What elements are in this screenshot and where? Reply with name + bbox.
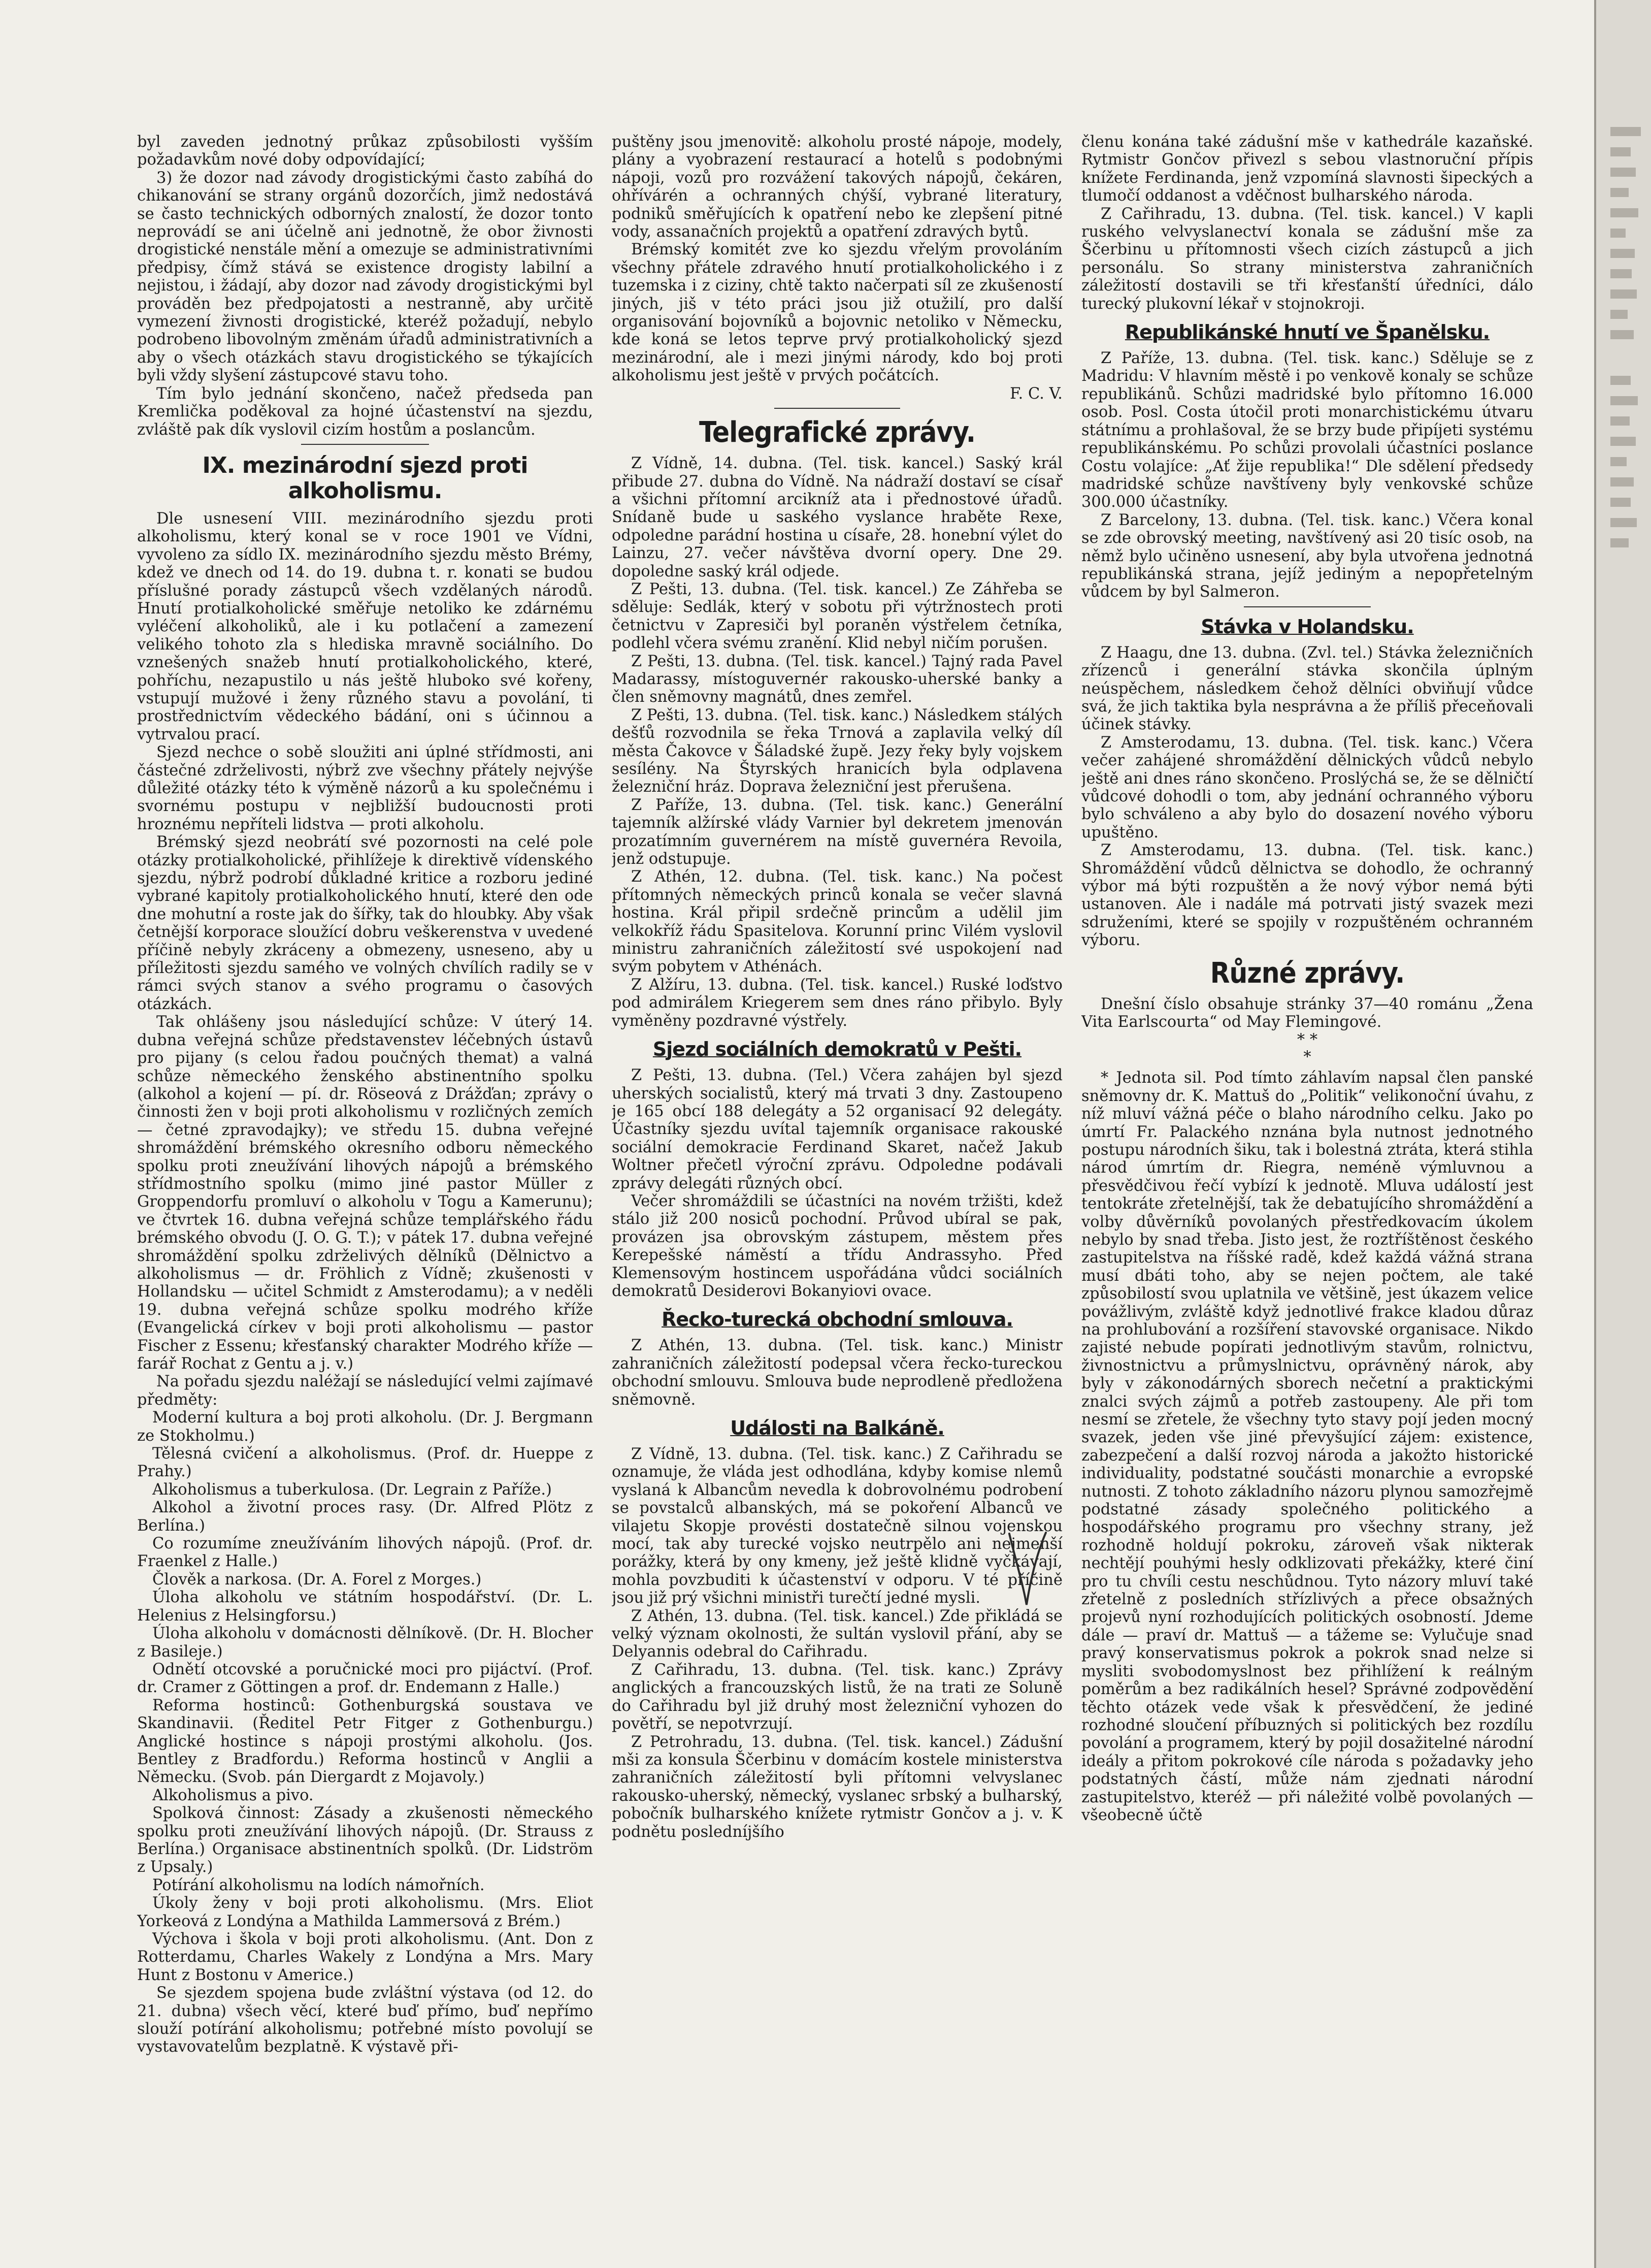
article-paragraph: * Jednota sil. Pod tímto záhlavím napsal člen panské sněmovny dr. K. Mattuš do „Politik“ velikonoční úvahu, z níž mluví vážná péče o blaho národního celku. Jako po úmrtí Fr. Palackého nznána byla nutnost jednotného postupu národních šiku, tak i bolestná ztráta, která stihla národ úmrtím dr. Riegra, neméně výmluvnou a přesvědčivou řečí vybízí k jednotě. Mluva událostí jest tentokráte zřetelnější, tak že debatujícího shromáždění a volby důvěrníků povolaných přestředkovacím úkolem nebylo by snad třeba. Jisto jest, že roztříštěnost českého zastupitelstva na říšské radě, kdež každá vážná strana musí dbáti toho, aby se nejen počtem, ale také způsobilostí svou uplatnila ve většině, jest úkazem velice povážlivým, zvláště když jednotlivé frakce kladou důraz na prohlubování a rozšíření stavovské organisace. Nikdo zajisté nebude popírati jednotlivým stavům, rolnictvu, živnostnictvu a průmyslnictvu, oprávněný nárok, aby byly v zákonodárných sborech nečetní a praktickými znalci svých zájmů a potřeb zastoupeny. Ale při tom nesmí se zřetele, že všechny tyto stavy pojí jeden mocný svazek, jeden vše jiné převyšující zájem: existence, zabezpečení a další rozvoj národa a jakožto historické individuality, podstatné součásti monarchie a evropské nutnosti. Z tohoto základního názoru plynou samozřejmě podstatné zásady společného politického a hospodářského programu pro všechny strany, jež rozhodně holdují pokroku, zároveň však nikterak nechtějí pouhými hesly odklizovati překážky, které činí pro tu chvíli cestu neschůdnou. Tyto názory mluví také zřetelně z posledních střízlivých a přece obsažných projevů nyní rozhodujících politických osobností. Jdeme dále — praví dr. Mattuš — a tážeme se: Vylučuje snad pravý konservatismus pokrok a pokrok snad nelze si mysliti svobodomyslnost bez přihlížení k reálným poměrům a bez radikálních hesel? Správné zodpovědění těchto otázek vede však k přesvědčení, že jediné rozhodné sloučení příbuzných si politických bez rozdílu povolání a programem, který by pojil dosažitelné národní ideály a přitom pokrokové cíle národa s požadavky jeho podstatných částí, může nám zjednati národní zastupitelstvo, kteréž — při náležité volbě povolaných — všeobecně účtě [1081,1069,1533,1824]
telegraph-item: Z Haagu, dne 13. dubna. (Zvl. tel.) Stávka železničních zřízenců i generální stávka skončila úplným neúspěchem, následkem čehož dělníci obviňují vůdce svá, že jich taktika byla nesprávna a že příliš přeceňovali účinek stávky. [1081,643,1533,734]
headline-alcohol-congress: IX. mezinárodní sjezd proti alkoholismu. [202,452,528,504]
section-divider [774,408,901,409]
article-paragraph: 3) že dozor nad závody drogistickými často zabíhá do chikanování se strany orgánů dozorčích, jimž nedostává se často technických odborných znalostí, že dozor tonto neprovádí se ani účelně ani jednotně, že obor živnosti drogistické nenstále mění a omezuje se administrativními předpisy, čímž stává se existence drogisty labilní a nejistou, i žádají, aby dozor nad závody drogistickými byl prováděn bez předpojatosti a nestranně, aby určitě vymezení živnosti drogistické, kteréž požadují, nebylo podrobeno libovolným změnám úřadů administrativních a aby o všech otázkách stavu drogistického se týkajících byli vždy slyšení zástupcové stavu toho. [137,169,593,385]
asterism: * * [1297,1031,1318,1049]
headline-balkans: Události na Balkáně. [730,1417,944,1439]
section-divider [1244,606,1370,607]
article-paragraph: členu konána také zádušní mše v kathedrále kazaňské. Rytmistr Gončov přivezl s sebou vlastnoruční přípis knížete Ferdinanda, jenž vzpomíná slavnosti šipeckých a tlumočí oddanost a vděčnost bulharského národa. [1081,133,1533,205]
telegraph-item: Z Paříže, 13. dubna. (Tel. tisk. kanc.) Generální tajemník alžírské vlády Varnier byl dekretem jmenován prozatímním guvernérem na místě guvernéra Revoila, jenž odstupuje. [612,796,1063,868]
article-paragraph: Z Pešti, 13. dubna. (Tel.) Včera zahájen byl sjezd uherských socialistů, který má trvati 3 dny. Zastoupeno je 165 obcí 188 delegáty a 52 organisací 92 delegáty. Účastníky sjezdu uvítal tajemník organisace rakouské sociální demokracie Ferdinand Skaret, načež Jakub Woltner přečetl výroční zprávu. Odpoledne podávali zprávy delegáti různých obcí. [612,1066,1063,1192]
pencil-mark-icon [1005,1529,1051,1610]
topic-list-item: Reforma hostinců: Gothenburgská soustava ve Skandinavii. (Ředitel Petr Fitger z Gothenburgu.) Anglické hostince s nápoji prostými alkoholu. (Jos. Bentley z Bradfordu.) Reforma hostinců v Anglii a Německu. (Svob. pán Diergardt z Mojavoly.) [137,1696,593,1787]
article-paragraph: Na pořadu sjezdu naléžají se následující velmi zajímavé předměty: [137,1373,593,1409]
headline-trade-treaty: Řecko-turecká obchodní smlouva. [662,1308,1013,1331]
telegraph-item: Z Pešti, 13. dubna. (Tel. tisk. kanc.) Následkem stálých dešťů rozvodnila se řeka Trnová a zaplavila velký díl města Čakovce v Šáladské župě. Jezy řeky byly vojskem sesílény. Na Štyrských hranicích byla odplavena železniční hráz. Doprava železniční jest přerušena. [612,706,1063,796]
headline-social-democrats: Sjezd sociálních demokratů v Pešti. [652,1038,1022,1061]
topic-list-item: Alkoholismus a pivo. [152,1786,314,1804]
topic-list-item: Alkoholismus a tuberkulosa. (Dr. Legrain z Paříže.) [152,1480,552,1499]
topic-list-item: Výchova i škola v boji proti alkoholismu. (Ant. Don z Rotterdamu, Charles Wakely z Londýna a Mrs. Mary Hunt z Bostonu v Americe.) [137,1930,593,1984]
telegraph-item: Z Athén, 13. dubna. (Tel. tisk. kancel.) Zde přikládá se velký význam okolnosti, že sultán vyslovil přání, aby se Delyannis odebral do Cařihradu. [612,1607,1063,1661]
telegraph-item: Z Alžíru, 13. dubna. (Tel. tisk. kancel.) Ruské loďstvo pod admirálem Kriegerem sem dnes ráno přibylo. Byly vyměněny pozdravné výstřely. [612,976,1063,1030]
telegraph-item: Z Cařihradu, 13. dubna. (Tel. tisk. kancel.) V kapli ruského velvyslanectví konala se zádušní mše za Ščerbinu u přítomnosti všech cizích zástupců a jich personálu. So strany ministerstva zahraničních záležitostí dostavili se tři křesťanští úředníci, dálo turecký plukovní lékař v stojnokroji. [1081,205,1533,313]
article-paragraph: puštěny jsou jmenovitě: alkoholu prosté nápoje, modely, plány a vyobrazení restaurací a hotelů s podobnými nápoji, vozů pro rozvážení takových nápojů, čekáren, ohřívárén a ochranných chýší, vybrané literatury, podniků směřujících k opatření nebo ke zlepšení pitné vody, assanačních projektů a opatření zdravých bytů. [612,133,1063,241]
telegraph-item: Z Vídně, 13. dubna. (Tel. tisk. kanc.) Z Cařihradu se oznamuje, že vláda jest odhodlána, kdyby komise nlemů vyslaná k Albancům nevedla k dobrovolnému podrobení se povstalců albanských, má se pokoření Albanců ve vilajetu Skopje provésti dostatečně silnou vojenskou mocí, tak aby turecké vojsko neutrpělo ani nejmenší porážky, která by ony kmeny, jež ještě klidně vyčkávají, mohla povzbuditi k účastenství v odporu. V té příčině jsou již prý všichni ministři turečtí jedné mysli. [612,1445,1063,1607]
topic-list-item: Tělesná cvičení a alkoholismus. (Prof. dr. Hueppe z Prahy.) [137,1445,593,1481]
article-paragraph: Se sjezdem spojena bude zvláštní výstava (od 12. do 21. dubna) všech věcí, které buď přímo, buď nepřímo slouží potírání alkoholismu; potřebné místo povolují se vystavovatelům bezplatně. K výstavě při- [137,1984,593,2056]
telegraph-item: Z Athén, 12. dubna. (Tel. tisk. kanc.) Na počest přítomných německých princů konala se večer slavná hostina. Král připil srdečně princům a udělil jim velkokříž řádu Spasitelova. Korunní princ Vilém vyslovil ministru zahraničních záležitostí své uspokojení nad svým pobytem v Athénách. [612,868,1063,976]
author-signature: F. C. V. [1010,384,1063,403]
topic-list-item: Alkohol a životní proces rasy. (Dr. Alfred Plötz z Berlína.) [137,1499,593,1535]
telegraph-item: Z Petrohradu, 13. dubna. (Tel. tisk. kancel.) Zádušní mši za konsula Ščerbinu v domácím kostele ministerstva zahraničních záležitostí byli přítomni velvyslanec rakousko-uherský, německý, vyslanec srbský a bulharský, pobočník bulharského knížete rytmistr Gončov a j. v. K podnětu posledníjšího [612,1733,1063,1841]
telegraph-item: Z Pešti, 13. dubna. (Tel. tisk. kancel.) Ze Záhřeba se sděluje: Sedlák, který v sobotu při výtržnostech proti četnictvu v Zapresiči byl poraněn výstřelem četníka, podlehl včera svému zranění. Klid nebyl ničím porušen. [612,580,1063,653]
telegraph-item: Z Paříže, 13. dubna. (Tel. tisk. kanc.) Sděluje se z Madridu: V hlavním městě i po venkově konaly se schůze republikánů. Schůzi madridské bylo přítomno 16.000 osob. Posl. Costa útočil proti monarchistickému útvaru státnímu a prohlašoval, že se brzy bude připíjeti systému republikánskému. Po schůzi provolali účastníci poslance Costu volajíce: „Ať žije republika!“ Dle sdělení předsedy madridské schůze navštíveny byly venkovské schůze 300.000 účastníky. [1081,349,1533,511]
topic-list-item: Úloha alkoholu ve státním hospodářství. (Dr. L. Helenius z Helsingforsu.) [137,1589,593,1625]
topic-list-item: Spolková činnost: Zásady a zkušenosti německého spolku proti zneužívání lihových nápojů. (Dr. Strauss z Berlína.) Organisace abstinentních spolků. (Dr. Lidström z Upsaly.) [137,1804,593,1876]
article-paragraph: byl zaveden jednotný průkaz způsobilosti vyšším požadavkům nové doby odpovídající; [137,133,593,169]
article-paragraph: Brémský sjezd neobrátí své pozornosti na celé pole otázky protialkoholické, přihlížeje k direktivě vídenského sjezdu, nýbrž podrobí důkladné kritice a rozboru jediné vybrané kapitoly protialkoholického hnutí, které den ode dne mohutní a roste jak do šířky, tak do hloubky. Aby však četnější korporace sloužící dobru veškerenstva v uvedené příčině nebyly zkráceny a obmezeny, usneseno, aby u příležitosti sjezdu samého ve volných chvílích radily se v rámci svých stanov a svého programu o časových otázkách. [137,833,593,1013]
section-divider [301,444,428,445]
headline-holland-strike: Stávka v Holandsku. [1201,615,1414,638]
article-paragraph: Večer shromáždili se účastníci na novém tržišti, kdež stálo již 200 nosiců pochodní. Průvod ubíral se pak, provázen jsa obrovským zástupem, městem přes Kerepešské náměstí a třídu Andrassyho. Před Klemensovým hostincem uspořádána vůdci sociálních demokratů Desiderovi Bokanyiovi ovace. [612,1192,1063,1300]
article-paragraph: Tak ohlášeny jsou následující schůze: V úterý 14. dubna veřejná schůze představenstev léčebných ústavů pro pijany (s celou řadou poučných themat) a valná schůze německého ženského abstinentního spolku (alkohol a kojení — pí. dr. Röseová z Drážďan; zprávy o činnosti žen v boji proti alkoholismu v rozličných zemích — četné zpravodajky); ve středu 15. dubna veřejné shromáždění brémského okresního odboru německého spolku proti zneužívání lihových nápojů a brémského střídmostního spolku (mimo jiné pastor Müller z Groppendorfu promluví o alkoholu v Togu a Kamerunu); ve čtvrtek 16. dubna veřejná schůze templářského řádu brémského obvodu (J. O. G. T.); v pátek 17. dubna veřejné shromáždění spolku zdrželivých dělníků (Dělnictvo a alkoholismus — dr. Fröhlich z Vídně; zkušenosti v Hollandsku — učitel Schmidt z Amsterodamu); a v neděli 19. dubna veřejná schůze spolku modrého kříže (Evangelická církev v boji proti alkoholismu — pastor Fischer z Essenu; křesťanský charakter Modrého kříže — farář Rochat z Gentu a j. v.) [137,1013,593,1373]
asterism: * [1303,1048,1311,1066]
adjacent-page-edge [1594,0,1651,2268]
headline-telegraph: Telegrafické zprávy. [699,416,976,449]
topic-list-item: Úkoly ženy v boji proti alkoholismu. (Mrs. Eliot Yorkeová z Londýna a Mathilda Lammersová z Brém.) [137,1894,593,1930]
telegraph-item: Z Barcelony, 13. dubna. (Tel. tisk. kanc.) Včera konal se zde obrovský meeting, navštívený asi 20 tisíc osob, na němž bylo učiněno usnesení, aby byla utvořena jednotná republikánská strana, jejíž jediným a nepopřetelným vůdcem by byl Salmeron. [1081,511,1533,601]
article-paragraph: Tím bylo jednání skončeno, načež předseda pan Kremlička poděkoval za hojné účastenství na sjezdu, zvláště pak dík vyslovil cizím hostům a poslancům. [137,384,593,439]
article-paragraph: Brémský komitét zve ko sjezdu vřelým provoláním všechny přátele zdravého hnutí protialkoholického i z tuzemska i z ciziny, chtě takto načerpati síl ze zkušeností jiných, jiš v této práci jsou již otužilí, pro další organisování bojovníků a bojovnic netoliko v Německu, kde koná se letos teprve prvý protialkoholický sjezd mezinárodní, ale i mezi jinými národy, kdo boj proti alkoholismu jest ještě v prvých počátcích. [612,241,1063,385]
column-right [1081,133,1533,2230]
headline-spain: Republikánské hnutí ve Španělsku. [1125,321,1490,344]
topic-list-item: Člověk a narkosa. (Dr. A. Forel z Morges.) [152,1570,482,1589]
article-paragraph: Sjezd nechce o sobě sloužiti ani úplné střídmosti, ani částečné zdrželivosti, nýbrž zve všechny přátely nejvýše důležité otázky této k výměně názorů a ku společnému i svornému postupu v nejbližší budoucnosti proti hroznému nepříteli lidstva — proti alkoholu. [137,743,593,833]
telegraph-item: Z Cařihradu, 13. dubna. (Tel. tisk. kanc.) Zprávy anglických a francouzských listů, že na trati ze Soluně do Cařihradu byl již druhý most železniční vyhozen do povětří, se nepotvrzují. [612,1661,1063,1733]
article-paragraph: Dle usnesení VIII. mezinárodního sjezdu proti alkoholismu, který konal se v roce 1901 ve Vídni, vyvoleno za sídlo IX. mezinárodního sjezdu město Brémy, kdež ve dnech od 14. do 19. dubna t. r. konati se budou příslušné porady zástupců všech vzdělaných národů. Hnutí protialkoholické směřuje netoliko ke zdárnému vyléčení alkoholiků, ale i ku potlačení a zamezení velikého tohoto zla s hlediska mravně sociálního. Do vznešených snažeb hnutí protialkoholického, které, pohříchu, nezapustilo u nás ještě hluboko své kořeny, vstupují mužové i ženy různého stavu a povolání, ti prostřednictvím vědeckého bádání, oni s účinnou a vytrvalou prací. [137,509,593,743]
topic-list-item: Co rozumíme zneužíváním lihových nápojů. (Prof. dr. Fraenkel z Halle.) [137,1535,593,1571]
article-paragraph: Dnešní číslo obsahuje stránky 37—40 románu „Žena Vita Earlscourta“ od May Flemingové. [1081,995,1533,1031]
telegraph-item: Z Amsterodamu, 13. dubna. (Tel. tisk. kanc.) Shromáždění vůdců dělnictva se dohodlo, že ochranný výbor má býti rozpuštěn a že nový výbor nemá býti ustanoven. Ale i nadále má potrvati jistý svazek mezi sdruženími, které se spojily v rozpuštěném ochranném výboru. [1081,841,1533,950]
telegraph-item: Z Pešti, 13. dubna. (Tel. tisk. kancel.) Tajný rada Pavel Madarassy, místoguvernér rakousko-uherské banky a člen sněmovny magnátů, dnes zemřel. [612,652,1063,706]
article-paragraph: Z Athén, 13. dubna. (Tel. tisk. kanc.) Ministr zahraničních záležitostí podepsal včera řecko-tureckou obchodní smlouvu. Smlouva bude neprodleně předložena sněmovně. [612,1337,1063,1409]
telegraph-item: Z Amsterodamu, 13. dubna. (Tel. tisk. kanc.) Včera večer zahájené shromáždění dělnických vůdců nebylo ještě ani dnes ráno skončeno. Proslýchá se, že se dělničtí vůdcové dohodli o tom, aby jednání ochranného výboru bylo schváleno a aby bylo do dosazení nového výboru upuštěno. [1081,733,1533,841]
headline-misc-news: Různé zprávy. [1210,956,1405,990]
telegraph-item: Z Vídně, 14. dubna. (Tel. tisk. kancel.) Saský král přibude 27. dubna do Vídně. Na nádraží dostaví se císař a všichni přítomní arcikníž ata i přednostové úřadů. Snídaně bude u saského vyslance hraběte Rexe, odpoledne parádní hostina u císaře, 28. honební výlet do Lainzu, 27. večer návštěva dvorní opery. Dne 29. dopoledne saský král odjede. [612,455,1063,580]
topic-list-item: Moderní kultura a boj proti alkoholu. (Dr. J. Bergmann ze Stokholmu.) [137,1409,593,1445]
topic-list-item: Odnětí otcovské a poručnické moci pro pijáctví. (Prof. dr. Cramer z Göttingen a prof. dr. Endemann z Halle.) [137,1660,593,1697]
column-left [137,133,593,2230]
topic-list-item: Potírání alkoholismu na lodích námořních. [152,1876,485,1894]
topic-list-item: Úloha alkoholu v domácnosti dělníkově. (Dr. H. Blocher z Basileje.) [137,1625,593,1661]
column-middle [612,133,1063,2230]
